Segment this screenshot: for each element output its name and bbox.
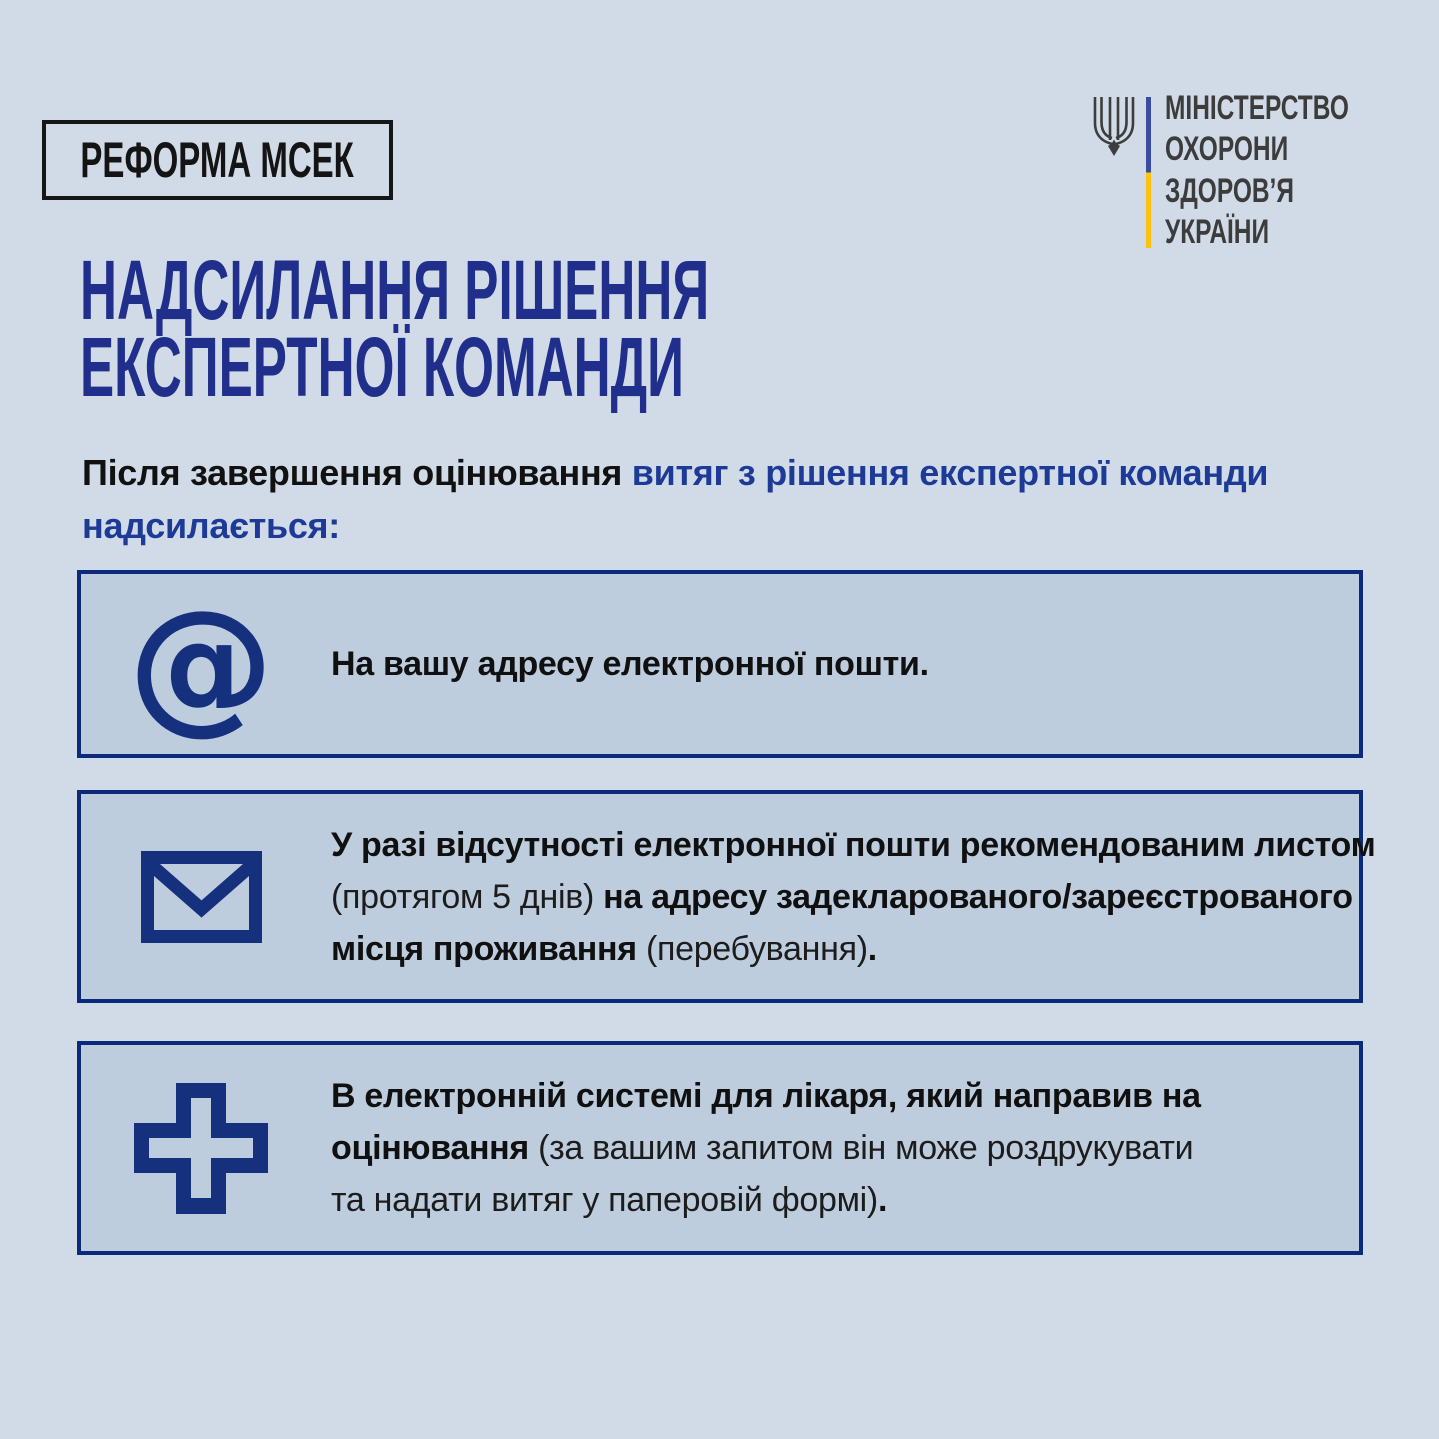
text-segment: та надати витяг у паперовій формі) (331, 1181, 878, 1219)
ministry-line: МІНІСТЕРСТВО (1165, 89, 1349, 127)
text-segment: . (877, 1181, 888, 1219)
text-segment: В електронній системі для лікаря, який направив на (331, 1077, 1201, 1115)
card-letter (77, 790, 1376, 1003)
ministry-line: ЗДОРОВ’Я (1165, 171, 1294, 210)
medical-cross-graphic (134, 1083, 268, 1214)
card-ehealth (77, 1041, 1363, 1255)
text-segment: оцінювання (331, 1129, 539, 1167)
text-segment: На вашу адресу електронної пошти. (331, 645, 929, 683)
page-title (80, 243, 1111, 414)
trident-icon (1091, 94, 1137, 158)
intro-text-suffix: надсилається: (82, 505, 340, 546)
card-email (77, 570, 1363, 758)
text-segment: місця проживання (331, 929, 646, 968)
ministry-wordmark (1165, 88, 1420, 253)
intro-paragraph (82, 446, 1402, 552)
at-glyph: @ (128, 579, 274, 749)
ministry-line: ОХОРОНИ (1165, 130, 1289, 169)
page-title-line2: ЕКСПЕРТНОЇ КОМАНДИ (80, 320, 684, 414)
envelope-icon (81, 851, 321, 943)
at-icon (81, 579, 321, 749)
text-segment: на адресу задекларованого/зареєстрованого (603, 877, 1353, 916)
text-segment: У разі відсутності електронної пошти рекомендованим листом (331, 825, 1376, 864)
text-segment: (перебування) (645, 929, 868, 968)
card-email-text (321, 638, 1359, 690)
card-letter-text (321, 819, 1385, 975)
page-title-line1: НАДСИЛАННЯ РІШЕННЯ (80, 243, 710, 337)
ministry-line: УКРАЇНИ (1165, 212, 1270, 251)
reform-msek-badge-label: РЕФОРМА МСЕК (80, 132, 355, 188)
trident-point (1108, 140, 1120, 157)
text-segment: (протягом 5 днів) (331, 877, 604, 916)
medical-cross-icon (81, 1083, 321, 1214)
card-ehealth-text (321, 1070, 1359, 1226)
text-segment: (за вашим запитом він може роздрукувати (538, 1129, 1194, 1167)
flag-divider-bar (1146, 97, 1151, 248)
intro-text-highlight: витяг з рішення експертної команди (631, 452, 1269, 493)
intro-text-black: Після завершення оцінювання (82, 452, 632, 493)
text-segment: . (867, 929, 877, 968)
reform-msek-badge (42, 120, 393, 200)
envelope-graphic (141, 851, 262, 943)
